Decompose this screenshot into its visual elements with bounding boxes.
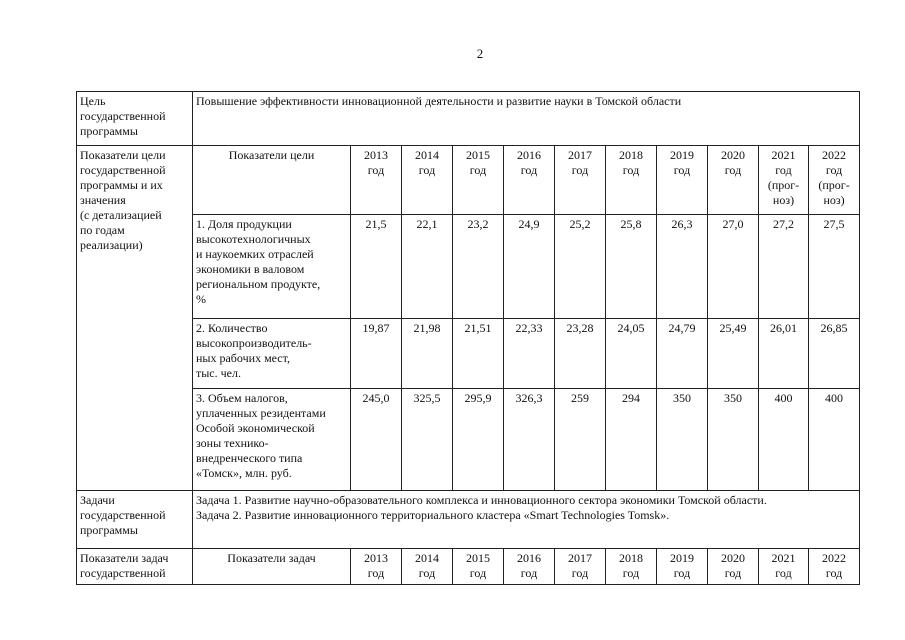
indicator-value: 26,3 (657, 215, 708, 319)
indicator-value: 259 (555, 389, 606, 491)
indicators-label: Показатели цели государственной программы и их значения (с детализацией по годам реализации) (77, 146, 193, 491)
task-2: Задача 2. Развитие инновационного территориального кластера «Smart Technologies Tomsk». (196, 508, 670, 522)
indicator-value: 27,2 (759, 215, 809, 319)
indicator-value: 24,05 (606, 319, 657, 389)
indicator-value: 350 (657, 389, 708, 491)
indicator-name: 2. Количество высокопроизводитель- ных рабочих мест, тыс. чел. (193, 319, 351, 389)
program-passport-table (76, 91, 860, 585)
indicator-value: 245,0 (351, 389, 402, 491)
goal-text: Повышение эффективности инновационной деятельности и развитие науки в Томской области (193, 92, 860, 146)
tasks-text (193, 491, 860, 549)
indicator-row (77, 319, 860, 389)
year-header: 2018 год (606, 549, 657, 585)
year-header: 2017 год (555, 146, 606, 215)
indicator-value: 24,9 (504, 215, 555, 319)
indicator-value: 25,2 (555, 215, 606, 319)
year-header: 2015 год (453, 549, 504, 585)
indicators-header-row (77, 146, 860, 215)
indicator-value: 25,49 (708, 319, 759, 389)
task-indicators-label: Показатели задач государственной (77, 549, 193, 585)
task-1: Задача 1. Развитие научно-образовательного комплекса и инновационного сектора экономики Томской области. (196, 493, 767, 507)
goal-row (77, 92, 860, 146)
year-header: 2013 год (351, 549, 402, 585)
year-header: 2019 год (657, 549, 708, 585)
indicators-header-label: Показатели цели (193, 146, 351, 215)
indicator-value: 26,01 (759, 319, 809, 389)
indicator-value: 326,3 (504, 389, 555, 491)
indicator-value: 23,28 (555, 319, 606, 389)
indicator-value: 22,1 (402, 215, 453, 319)
year-header: 2015 год (453, 146, 504, 215)
year-header: 2020 год (708, 146, 759, 215)
tasks-row (77, 491, 860, 549)
indicator-value: 19,87 (351, 319, 402, 389)
year-header: 2022 год (809, 549, 860, 585)
indicator-value: 25,8 (606, 215, 657, 319)
indicator-value: 295,9 (453, 389, 504, 491)
year-header: 2021 год (759, 549, 809, 585)
indicator-value: 21,51 (453, 319, 504, 389)
tasks-label: Задачи государственной программы (77, 491, 193, 549)
year-header: 2014 год (402, 146, 453, 215)
indicator-value: 26,85 (809, 319, 860, 389)
year-header: 2020 год (708, 549, 759, 585)
year-header: 2019 год (657, 146, 708, 215)
indicator-value: 400 (759, 389, 809, 491)
year-header: 2022 год (прог- ноз) (809, 146, 860, 215)
page-number: 2 (476, 46, 484, 61)
indicator-row (77, 389, 860, 491)
indicator-name: 1. Доля продукции высокотехнологичных и наукоемких отраслей экономики в валовом региональном продукте, % (193, 215, 351, 319)
year-header: 2016 год (504, 146, 555, 215)
year-header: 2021 год (прог- ноз) (759, 146, 809, 215)
year-header: 2013 год (351, 146, 402, 215)
indicator-value: 22,33 (504, 319, 555, 389)
goal-label: Цель государственной программы (77, 92, 193, 146)
year-header: 2016 год (504, 549, 555, 585)
indicator-value: 21,5 (351, 215, 402, 319)
indicator-value: 23,2 (453, 215, 504, 319)
year-header: 2017 год (555, 549, 606, 585)
indicator-value: 24,79 (657, 319, 708, 389)
indicator-value: 400 (809, 389, 860, 491)
indicator-value: 27,0 (708, 215, 759, 319)
task-indicators-header-label: Показатели задач (193, 549, 351, 585)
task-indicators-header-row (77, 549, 860, 585)
year-header: 2014 год (402, 549, 453, 585)
indicator-value: 294 (606, 389, 657, 491)
indicator-value: 27,5 (809, 215, 860, 319)
indicator-row (77, 215, 860, 319)
indicator-name: 3. Объем налогов, уплаченных резидентами Особой экономической зоны технико- внедренческого типа «Томск», млн. руб. (193, 389, 351, 491)
indicator-value: 350 (708, 389, 759, 491)
indicator-value: 325,5 (402, 389, 453, 491)
indicator-value: 21,98 (402, 319, 453, 389)
year-header: 2018 год (606, 146, 657, 215)
